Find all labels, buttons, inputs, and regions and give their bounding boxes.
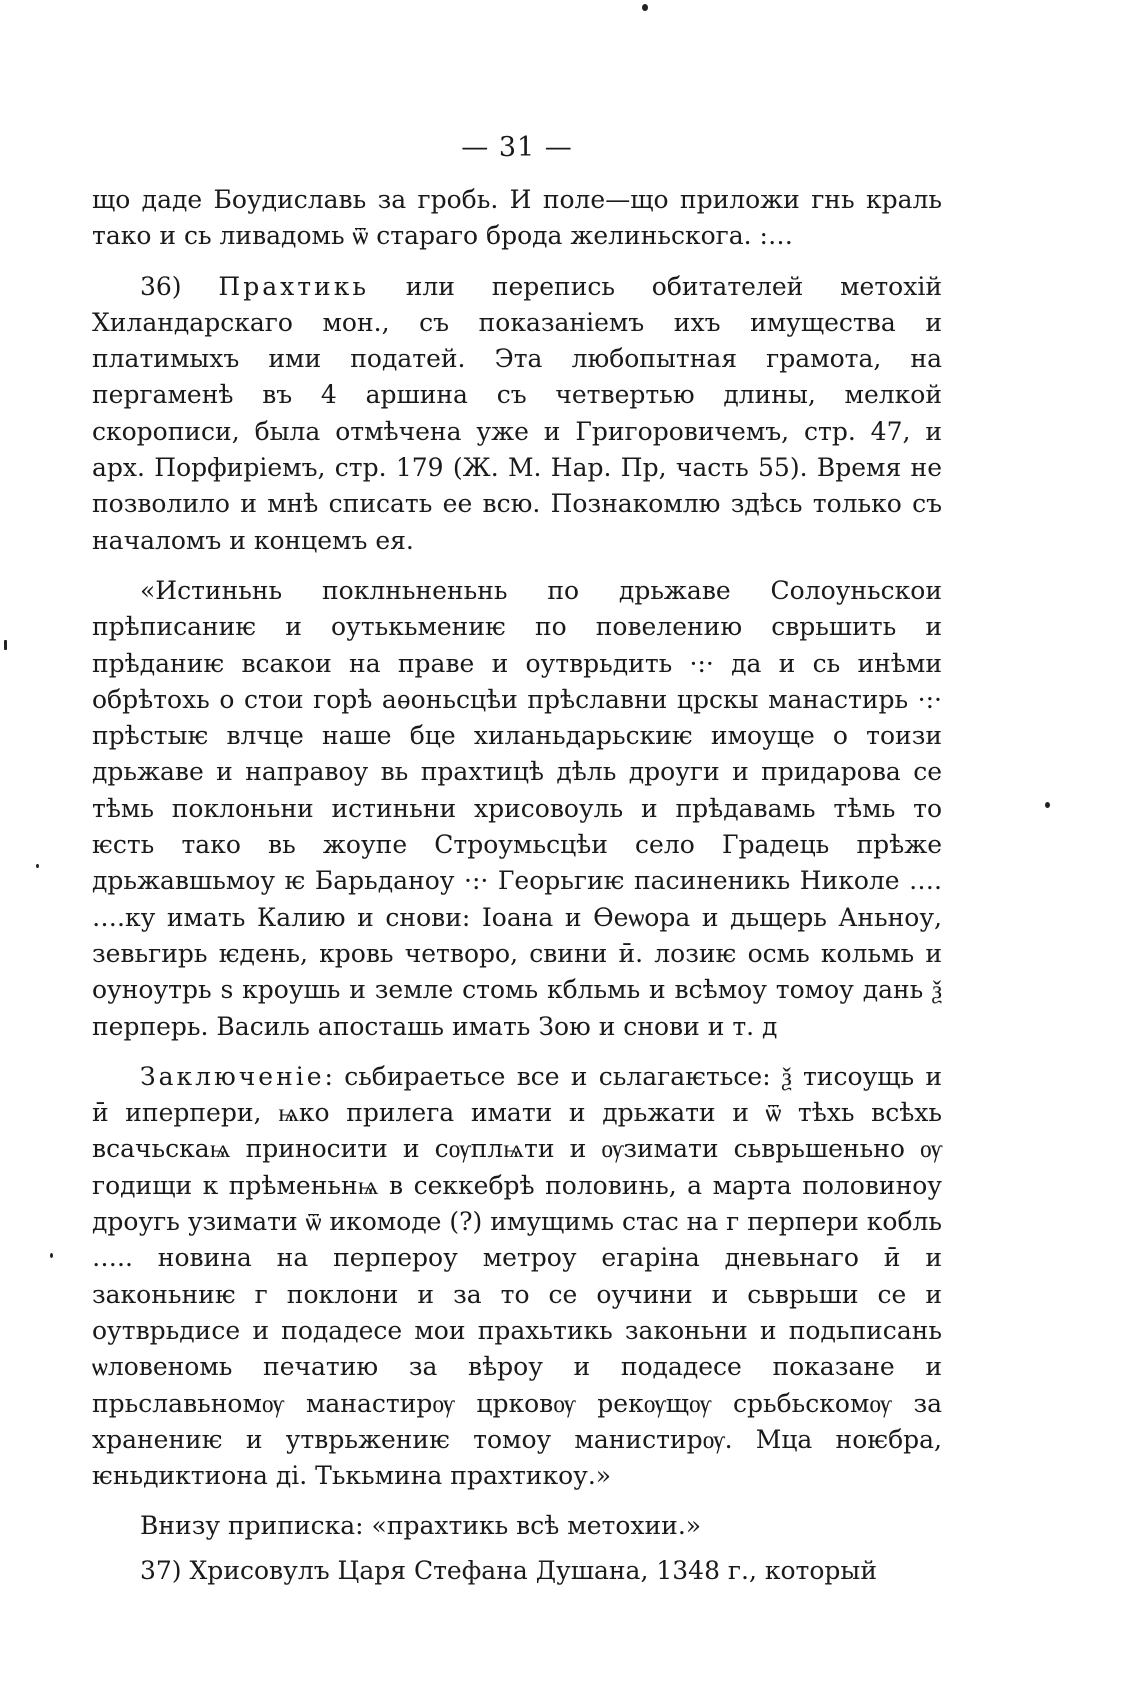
paragraph-quote-beginning — [92, 573, 942, 1045]
paragraph-note — [92, 1508, 942, 1544]
spaced-term: Прахтикь — [218, 271, 369, 301]
book-page — [92, 128, 942, 1603]
paragraph-item-36 — [92, 269, 942, 559]
paragraph-text: Внизу приписка: «прахтикь всѣ метохии.» — [140, 1511, 702, 1541]
spaced-term: Заключеніе — [140, 1061, 325, 1091]
scan-speck — [642, 4, 648, 11]
paragraph-item-37 — [92, 1553, 942, 1589]
scan-speck — [36, 864, 39, 868]
paragraph-text: 37) Хрисовулъ Царя Стефана Душана, 1348 г., который — [140, 1555, 877, 1585]
item-number: 36) — [140, 271, 219, 301]
paragraph-continuation — [92, 182, 942, 255]
scan-speck — [1045, 802, 1050, 808]
paragraph-text: «Истиньнь поклньненьнь по дрьжаве Солоуньскои прѣписаниѥ и оутькьмениѥ по повелению сврьшить и прѣданиѥ всакои на праве и оутврьдить ·:· да и сь инѣми обрѣтохь о стои горѣ аѳоньсцѣи прѣславни црскы манастирь ·:· прѣстыѥ влчце наше бце хиланьдарьскиѥ имоуще о тоизи дрьжаве и направоу вь прахтицѣ дѣль дроуги и придарова се тѣмь поклоньни истиньни хрисовоуль и прѣдавамь тѣмь то ѥсть тако вь жоупе Строумьсцѣи село Градець прѣже дрьжавшьмоу ѥ Барьданоу ·:· Георьгиѥ пасиненикь Николе …. ….ку имать Калию и снови: Іоана и Ѳеѡора и дьщерь Аньноу, зевьгирь ѥдень, кровь четворо, свини ӣ. лозиѥ осмь кольмь и оуноутрь ѕ кроушь и земле стомь кбльмь и всѣмоу томоу дань ѯ перперь. Василь апосташь имать Зою и снови и т. д — [92, 575, 942, 1041]
paragraph-text: или перепись обитателей метохій Хиландарскаго мон., съ показаніемъ ихъ имущества и платимыхъ ими податей. Эта любопытная грамота, на пергаменѣ въ 4 аршина съ четвертью длины, мелкой скорописи, была отмѣчена уже и Григоровичемъ, стр. 47, и арх. Порфиріемъ, стр. 179 (Ж. М. Нар. Пр, часть 55). Время не позволило и мнѣ списать ее всю. Познакомлю здѣсь только съ началомъ и концемъ ея. — [92, 271, 942, 555]
paragraph-text: : сьбираетьсе все и сьлагаѥтьсе: ѯ тисоущь и ӣ иперпери, ѩко прилега имати и дрьжати и ѿ тѣхь всѣхь всачьскаѩ приносити и сѹплѩти и ѹзимати сьврьшеньно ѹ годищи к прѣменьнѩ в секкебрѣ половинь, а марта половиноу дроугь узимати ѿ икомоде (?) имущимь стас на г перпери кобль ….. новина на перпероу метроу егаріна дневьнаго ӣ и законьниѥ г поклони и за то се оучини и сьврьши се и оутврьдисе и подадесе мои прахьтикь законьни и подьписань ѡловеномь печатию за вѣроу и подадесе показане и прьславьномѹ манастирѹ црковѹ рекѹщѹ срьбьскомѹ за хранениѥ и утврьжениѥ томоу манистирѹ. Мца ноѥбра, ѥньдиктиона ді. Тькьмина прахтикоу.» — [92, 1061, 942, 1491]
paragraph-text: що даде Боудиславь за гробь. И поле—що приложи гнь краль тако и сь ливадомь ѿ стараго брода желиньскога. :… — [92, 185, 942, 251]
scan-speck — [4, 640, 7, 650]
paragraph-quote-conclusion — [92, 1059, 942, 1495]
page-number: — 31 — — [461, 132, 573, 163]
scan-speck — [50, 1253, 53, 1258]
